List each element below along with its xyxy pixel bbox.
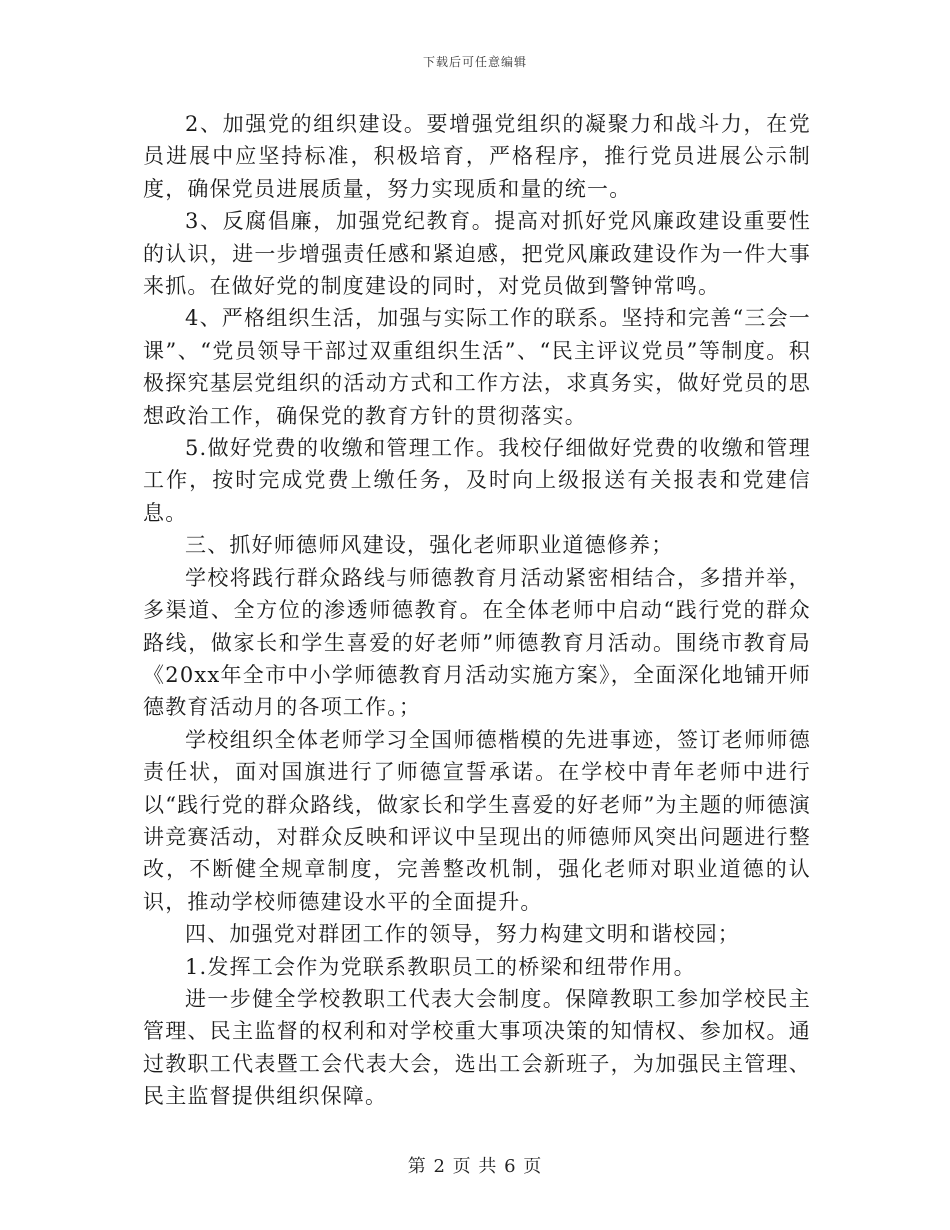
section-heading-teacher-ethics: 三、抓好师德师风建设，强化老师职业道德修养； — [185, 533, 674, 558]
section-heading-mass-organizations: 四、加强党对群团工作的领导，努力构建文明和谐校园； — [185, 922, 740, 947]
paragraph-anti-corruption: 3、反腐倡廉，加强党纪教育。提高对抓好党风廉政建设重要性的认识，进一步增强责任感和紧迫感，把党风廉政建设作为一件大事来抓。在做好党的制度建设的同时，对党员做到警钟常鸣。 — [143, 209, 811, 299]
page-header-note: 下载后可任意编辑 — [422, 55, 527, 69]
paragraph-organizational-life: 4、严格组织生活，加强与实际工作的联系。坚持和完善“三会一课”、“党员领导干部过双重组织生活”、“民主评议党员”等制度。积极探究基层党组织的活动方式和工作方法，求真务实，做好党员的思想政治工作，确保党的教育方针的贯彻落实。 — [143, 306, 811, 428]
paragraph-ethics-model-study: 学校组织全体老师学习全国师德楷模的先进事迹，签订老师师德责任状，面对国旗进行了师德宣誓承诺。在学校中青年老师中进行以“践行党的群众路线，做家长和学生喜爱的好老师”为主题的师德演讲竞赛活动，对群众反映和评议中呈现出的师德师风突出问题进行整改，不断健全规章制度，完善整改机制，强化老师对职业道德的认识，推动学校师德建设水平的全面提升。 — [143, 727, 811, 914]
paragraph-party-organization: 2、加强党的组织建设。要增强党组织的凝聚力和战斗力，在党员进展中应坚持标准，积极培育，严格程序，推行党员进展公示制度，确保党员进展质量，努力实现质和量的统一。 — [143, 112, 811, 201]
subheading-trade-union: 1.发挥工会作为党联系教职员工的桥梁和纽带作用。 — [185, 954, 696, 979]
paragraph-staff-congress: 进一步健全学校教职工代表大会制度。保障教职工参加学校民主管理、民主监督的权利和对学校重大事项决策的知情权、参加权。通过教职工代表暨工会代表大会，选出工会新班子，为加强民主管理、民主监督提供组织保障。 — [143, 986, 811, 1109]
paragraph-ethics-education-month: 学校将践行群众路线与师德教育月活动紧密相结合，多措并举，多渠道、全方位的渗透师德教育。在全体老师中启动“践行党的群众路线，做家长和学生喜爱的好老师”师德教育月活动。围绕市教育局《20xx年全市中小学师德教育月活动实施方案》，全面深化地铺开师德教育活动月的各项工作。； — [143, 565, 811, 720]
document-body — [143, 108, 811, 1113]
paragraph-party-dues: 5.做好党费的收缴和管理工作。我校仔细做好党费的收缴和管理工作，按时完成党费上缴任务，及时向上级报送有关报表和党建信息。 — [143, 436, 811, 525]
page-number-footer: 第 2 页 共 6 页 — [407, 1156, 543, 1177]
